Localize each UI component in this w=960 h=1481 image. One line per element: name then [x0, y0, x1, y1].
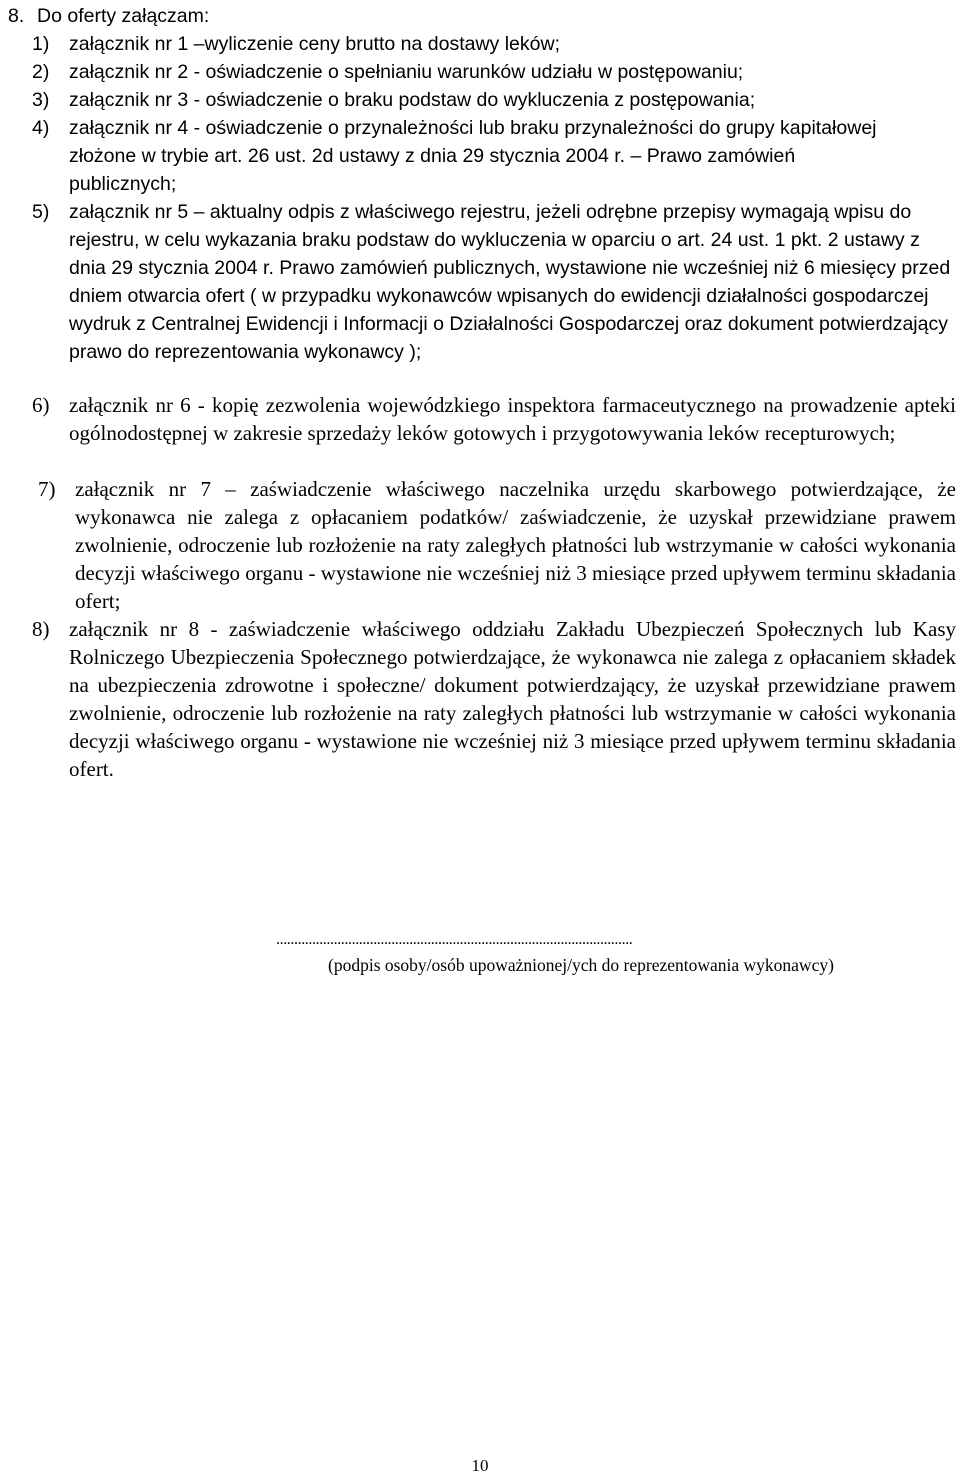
list-item: [32, 30, 956, 58]
list-item-label: 5): [32, 201, 50, 223]
list-item-text: załącznik nr 4 - oświadczenie o przynależności lub braku przynależności do grupy kapitałowej złożone w trybie art. 26 ust. 2d ustawy z dnia 29 stycznia 2004 r. – Prawo zamówień publicznych;: [69, 117, 877, 195]
list-item-label: 8): [32, 617, 50, 641]
list-item-label: 2): [32, 61, 50, 83]
list-item-label: 3): [32, 89, 50, 111]
list-item-text: załącznik nr 3 - oświadczenie o braku podstaw do wykluczenia z postępowania;: [69, 89, 756, 111]
list-item: [38, 475, 956, 615]
section-number: 8.: [8, 5, 25, 27]
section-title: Do oferty załączam:: [37, 5, 210, 27]
list-item-text: załącznik nr 1 –wyliczenie ceny brutto na dostawy leków;: [69, 33, 560, 55]
signature-line: ...................................................................................................: [276, 931, 633, 948]
list-item: [32, 58, 956, 86]
list-item-label: 6): [32, 393, 50, 417]
list-item-text: załącznik nr 6 - kopię zezwolenia wojewódzkiego inspektora farmaceutycznego na prowadzenie apteki ogólnodostępnej w zakresie sprzedaży leków gotowych i przygotowywania leków recepturowych;: [69, 393, 956, 445]
list-item-text: załącznik nr 5 – aktualny odpis z właściwego rejestru, jeżeli odrębne przepisy wymagają wpisu do rejestru, w celu wykazania braku podstaw do wykluczenia w oparciu o art. 24 ust. 1 pkt. 2 ustawy z dnia 29 stycznia 2004 r. Prawo zamówień publicznych, wystawione nie wcześniej niż 6 miesięcy przed dniem otwarcia ofert ( w przypadku wykonawców wpisanych do ewidencji działalności gospodarczej wydruk z Centralnej Ewidencji i Informacji o Działalności Gospodarczej oraz dokument potwierdzający prawo do reprezentowania wykonawcy );: [69, 201, 951, 363]
list-item: [32, 391, 956, 447]
list-item-label: 4): [32, 117, 50, 139]
list-item: [32, 198, 956, 366]
signature-caption: (podpis osoby/osób upoważnionej/ych do reprezentowania wykonawcy): [328, 955, 834, 975]
list-item: [32, 615, 956, 783]
list-item: [32, 86, 956, 114]
page-number: 10: [471, 1456, 489, 1475]
list-item-label: 1): [32, 33, 50, 55]
signature-block: [276, 930, 834, 975]
list-item: [32, 114, 892, 198]
list-item-text: załącznik nr 7 – zaświadczenie właściwego naczelnika urzędu skarbowego potwierdzające, że wykonawca nie zalega z opłacaniem podatków/ zaświadczenie, że uzyskał przewidziane prawem zwolnienie, odroczenie lub rozłożenie na raty zaległych płatności lub wstrzymanie w całości wykonania decyzji właściwego organu - wystawione nie wcześniej niż 3 miesiące przed upływem terminu składania ofert;: [75, 477, 956, 613]
list-item-label: 7): [38, 477, 56, 501]
list-item-text: załącznik nr 8 - zaświadczenie właściwego oddziału Zakładu Ubezpieczeń Społecznych lub Kasy Rolniczego Ubezpieczenia Społecznego potwierdzające, że wykonawca nie zalega z opłacaniem składek na ubezpieczenia zdrowotne i społeczne/ dokument potwierdzający, że uzyskał przewidziane prawem zwolnienie, odroczenie lub rozłożenie na raty zaległych płatności lub wstrzymanie w całości wykonania decyzji właściwego organu - wystawione nie wcześniej niż 3 miesiące przed upływem terminu składania ofert.: [69, 617, 956, 781]
list-item-text: załącznik nr 2 - oświadczenie o spełnianiu warunków udziału w postępowaniu;: [69, 61, 744, 83]
section-heading: [8, 2, 209, 30]
